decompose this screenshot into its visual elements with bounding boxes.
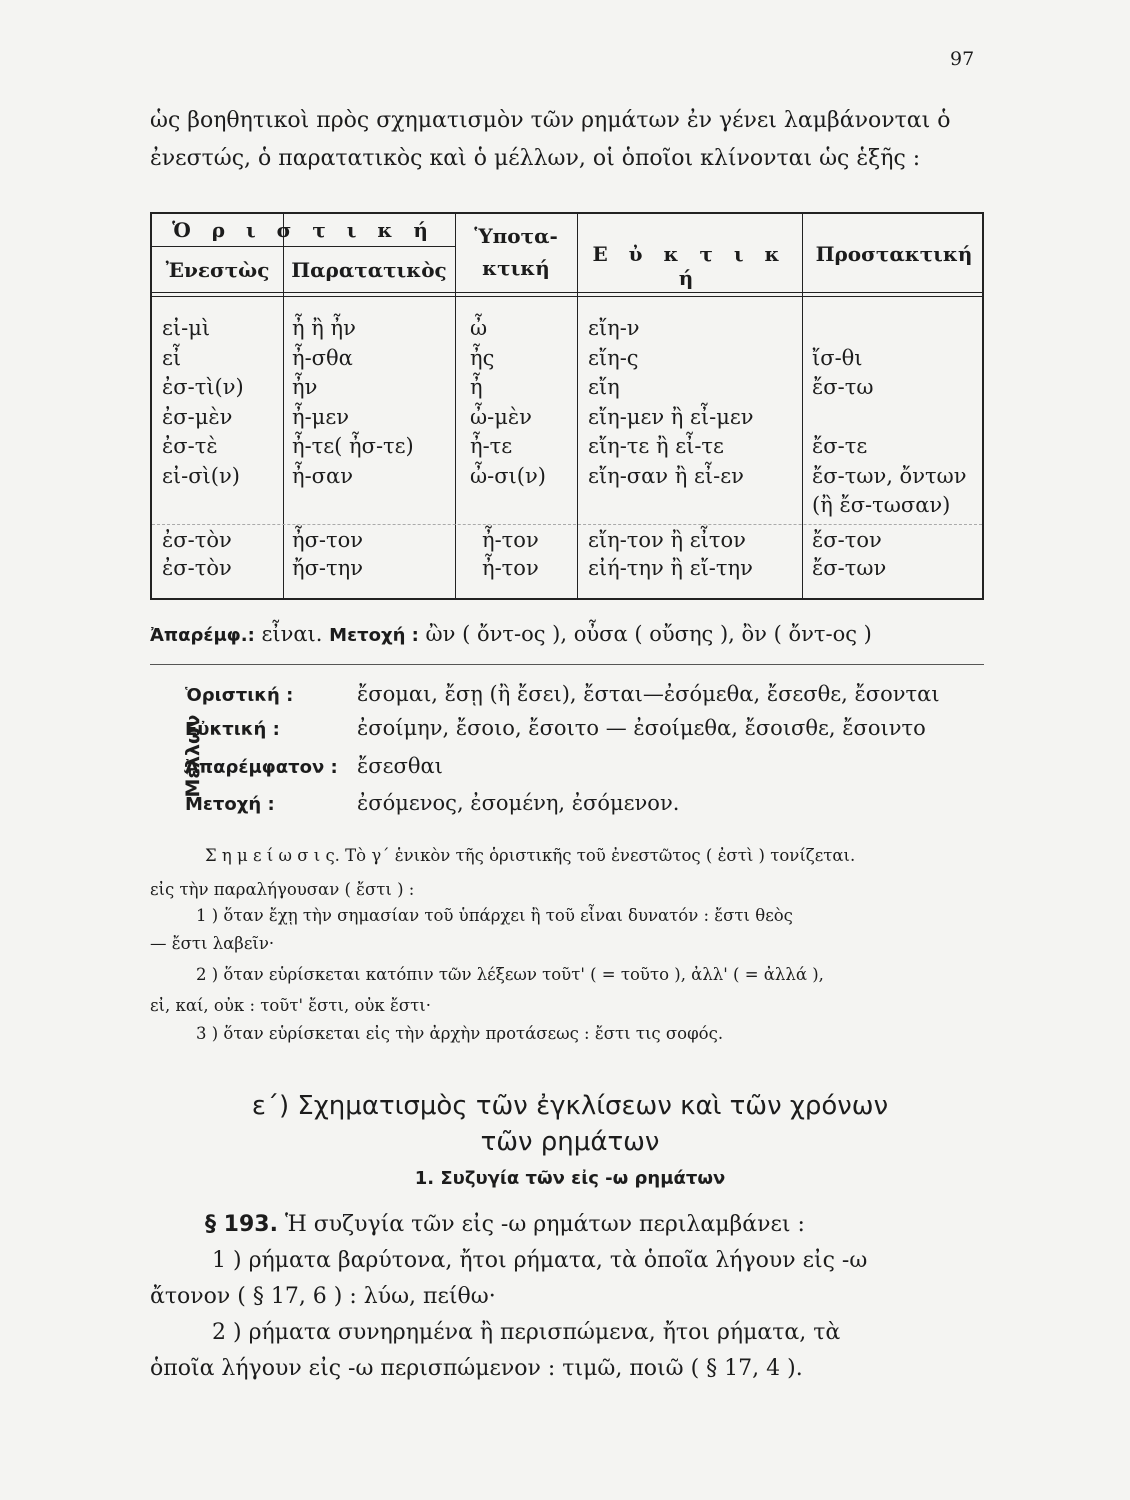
form-cell bbox=[812, 403, 966, 433]
form-cell: ἤσ-την bbox=[292, 556, 363, 580]
form-cell: ἐσ-τὶ(ν) bbox=[162, 375, 244, 399]
future-row bbox=[185, 716, 926, 752]
form-cell: ἐσ-τὸν bbox=[162, 528, 232, 552]
dual-paratatikos bbox=[292, 526, 363, 582]
header-oristiki: Ὁ ρ ι σ τ ι κ ή bbox=[172, 218, 435, 242]
future-row bbox=[185, 791, 679, 827]
column-paratatikos bbox=[292, 314, 414, 491]
form-cell: (ἢ ἔσ-τωσαν) bbox=[812, 493, 951, 517]
form-cell: εἴη bbox=[588, 375, 620, 399]
conjugation-table bbox=[150, 212, 984, 600]
header-subdivider bbox=[152, 246, 455, 247]
section-heading-line-2: τῶν ρημάτων bbox=[480, 1127, 660, 1157]
note-item-3: 3 ) ὅταν εὑρίσκεται εἰς τὴν ἀρχὴν προτάσεως : ἔστι τις σοφός. bbox=[196, 1024, 724, 1043]
dual-ypotaktiki bbox=[482, 526, 539, 582]
column-enestos bbox=[162, 314, 244, 491]
dual-separator bbox=[152, 524, 982, 525]
note-line-2: εἰς τὴν παραλήγουσαν ( ἔστι ) : bbox=[150, 880, 415, 899]
form-cell: ὦ-σι(ν) bbox=[470, 463, 546, 488]
form-cell: ἔσ-των, ὄντων bbox=[812, 463, 967, 488]
form-cell: ἦ-μεν bbox=[292, 404, 349, 429]
form-cell: ἦς bbox=[470, 345, 495, 370]
future-row bbox=[185, 754, 443, 790]
paragraph-193 bbox=[205, 1212, 805, 1237]
form-cell: ἦ bbox=[470, 375, 483, 399]
divider-rule bbox=[150, 664, 984, 665]
column-euktiki bbox=[588, 314, 754, 491]
form-cell: ἦ-τε bbox=[470, 434, 513, 458]
header-ypotaktiki-2: κτική bbox=[482, 256, 550, 280]
form-cell: ἦ-τον bbox=[482, 528, 539, 552]
header-euktiki: Ε ὐ κ τ ι κ ή bbox=[592, 242, 787, 290]
column-divider bbox=[802, 214, 803, 598]
form-cell: ἴσ-θι bbox=[812, 345, 863, 370]
note-item-2b: εἰ, καί, οὐκ : τοῦτ' ἔστι, οὐκ ἔστι· bbox=[150, 996, 431, 1015]
future-row-label: Εὐκτική : bbox=[185, 719, 280, 740]
header-ypotaktiki-1: Ὑποτα- bbox=[474, 224, 558, 248]
form-cell: ἐσ-μὲν bbox=[162, 404, 233, 429]
form-cell: ἔσ-τω bbox=[812, 375, 874, 399]
form-cell: εἶ bbox=[162, 345, 182, 370]
note-item-1a: 1 ) ὅταν ἔχῃ τὴν σημασίαν τοῦ ὑπάρχει ἢ τοῦ εἶναι δυνατόν : ἔστι θεὸς bbox=[196, 906, 793, 925]
column-ypotaktiki bbox=[470, 314, 546, 491]
header-divider bbox=[152, 292, 982, 293]
item-1-line-2: ἄτονον ( § 17, 6 ) : λύω, πείθω· bbox=[150, 1284, 496, 1309]
form-cell: ἐσ-τὲ bbox=[162, 434, 218, 458]
item-1-line-1: 1 ) ρήματα βαρύτονα, ἤτοι ρήματα, τὰ ὁποῖα λήγουν εἰς -ω bbox=[212, 1248, 868, 1273]
form-cell: εἴη-τον ἢ εἶτον bbox=[588, 528, 746, 552]
page-number: 97 bbox=[950, 48, 975, 70]
header-divider-double bbox=[152, 296, 982, 297]
infinitive-form: εἶναι. bbox=[261, 622, 323, 646]
section-heading-line-1: ε΄) Σχηματισμὸς τῶν ἐγκλίσεων καὶ τῶν χρόνων bbox=[251, 1091, 889, 1121]
form-cell: ὦ-μὲν bbox=[470, 404, 532, 429]
note-item-2a: 2 ) ὅταν εὑρίσκεται κατόπιν τῶν λέξεων τοῦτ' ( = τοῦτο ), ἀλλ' ( = ἀλλά ), bbox=[196, 965, 824, 984]
form-cell: ἐσ-τὸν bbox=[162, 556, 232, 580]
form-cell: ἔσ-τε bbox=[812, 434, 868, 458]
dual-enestos bbox=[162, 526, 232, 582]
column-prostaktiki bbox=[812, 314, 966, 521]
section-subheading: 1. Συζυγία τῶν εἰς -ω ρημάτων bbox=[414, 1168, 726, 1189]
form-cell: εἴη-ν bbox=[588, 316, 640, 340]
form-cell: εἰή-την ἢ εἴ-την bbox=[588, 556, 753, 580]
form-cell: ἦσ-τον bbox=[292, 528, 364, 552]
item-2-line-1: 2 ) ρήματα συνηρημένα ἢ περισπώμενα, ἤτοι ρήματα, τὰ bbox=[212, 1320, 841, 1345]
future-row-label: Ἀπαρέμφατον : bbox=[185, 757, 338, 778]
participle-forms: ὢν ( ὄντ-ος ), οὖσα ( οὔσης ), ὂν ( ὄντ-ος ) bbox=[425, 622, 872, 646]
form-cell: εἰ-σὶ(ν) bbox=[162, 463, 240, 488]
form-cell: ἦ-σαν bbox=[292, 463, 353, 488]
header-enestos: Ἐνεστὼς bbox=[165, 258, 270, 282]
infinitive-participle-line bbox=[150, 622, 872, 646]
form-cell: ἦ-σθα bbox=[292, 345, 353, 370]
paragraph-text: Ἡ συζυγία τῶν εἰς -ω ρημάτων περιλαμβάνει : bbox=[284, 1212, 805, 1237]
future-row-forms: ἐσοίμην, ἔσοιο, ἔσοιτο — ἐσοίμεθα, ἔσοισθε, ἔσοιντο bbox=[357, 716, 926, 740]
form-cell: εἴη-τε ἢ εἶ-τε bbox=[588, 434, 724, 458]
future-row bbox=[185, 682, 940, 718]
form-cell: ἦν bbox=[292, 375, 318, 399]
future-row-label: Μετοχή : bbox=[185, 794, 275, 815]
form-cell: ἔσ-τον bbox=[812, 528, 882, 552]
form-cell: εἴη-μεν ἢ εἶ-μεν bbox=[588, 404, 754, 429]
form-cell: εἰ-μὶ bbox=[162, 316, 211, 340]
participle-label: Μετοχή : bbox=[329, 625, 419, 646]
future-label: Μέλλων bbox=[182, 714, 204, 798]
form-cell: εἴη-ς bbox=[588, 345, 639, 370]
paragraph-number: § 193. bbox=[205, 1212, 278, 1237]
item-2-line-2: ὁποῖα λήγουν εἰς -ω περισπώμενον : τιμῶ, ποιῶ ( § 17, 4 ). bbox=[150, 1356, 803, 1381]
header-prostaktiki: Προστακτική bbox=[815, 242, 973, 266]
dual-euktiki bbox=[588, 526, 753, 582]
note-item-1b: — ἔστι λαβεῖν· bbox=[150, 934, 275, 953]
form-cell: ἔσ-των bbox=[812, 556, 887, 580]
note-line-1: Σ η μ ε ί ω σ ι ς. Τὸ γ΄ ἑνικὸν τῆς ὁριστικῆς τοῦ ἐνεστῶτος ( ἐστὶ ) τονίζεται. bbox=[205, 846, 856, 865]
intro-paragraph: ὡς βοηθητικοὶ πρὸς σχηματισμὸν τῶν ρημάτων ἐν γένει λαμβάνονται ὁ ἐνεστώς, ὁ παρατατικὸς καὶ ὁ μέλλων, οἱ ὁποῖοι κλίνονται ὡς ἑξῆς : bbox=[150, 108, 951, 171]
infinitive-label: Ἀπαρέμφ.: bbox=[150, 625, 255, 646]
form-cell: ὦ bbox=[470, 316, 488, 340]
future-row-forms: ἔσεσθαι bbox=[357, 754, 443, 778]
future-row-label: Ὁριστική : bbox=[185, 685, 294, 706]
form-cell: ἦ ἢ ἦν bbox=[292, 316, 356, 340]
form-cell: ἦ-τε( ἦσ-τε) bbox=[292, 434, 414, 458]
header-paratatikos: Παρατατικὸς bbox=[291, 258, 447, 282]
dual-prostaktiki bbox=[812, 526, 886, 582]
future-row-forms: ἔσομαι, ἔσῃ (ἢ ἔσει), ἔσται—ἐσόμεθα, ἔσεσθε, ἔσονται bbox=[357, 682, 940, 706]
form-cell bbox=[812, 314, 966, 344]
future-row-forms: ἐσόμενος, ἐσομένη, ἐσόμενον. bbox=[357, 791, 680, 815]
form-cell: εἴη-σαν ἢ εἶ-εν bbox=[588, 463, 744, 488]
form-cell: ἦ-τον bbox=[482, 556, 539, 580]
